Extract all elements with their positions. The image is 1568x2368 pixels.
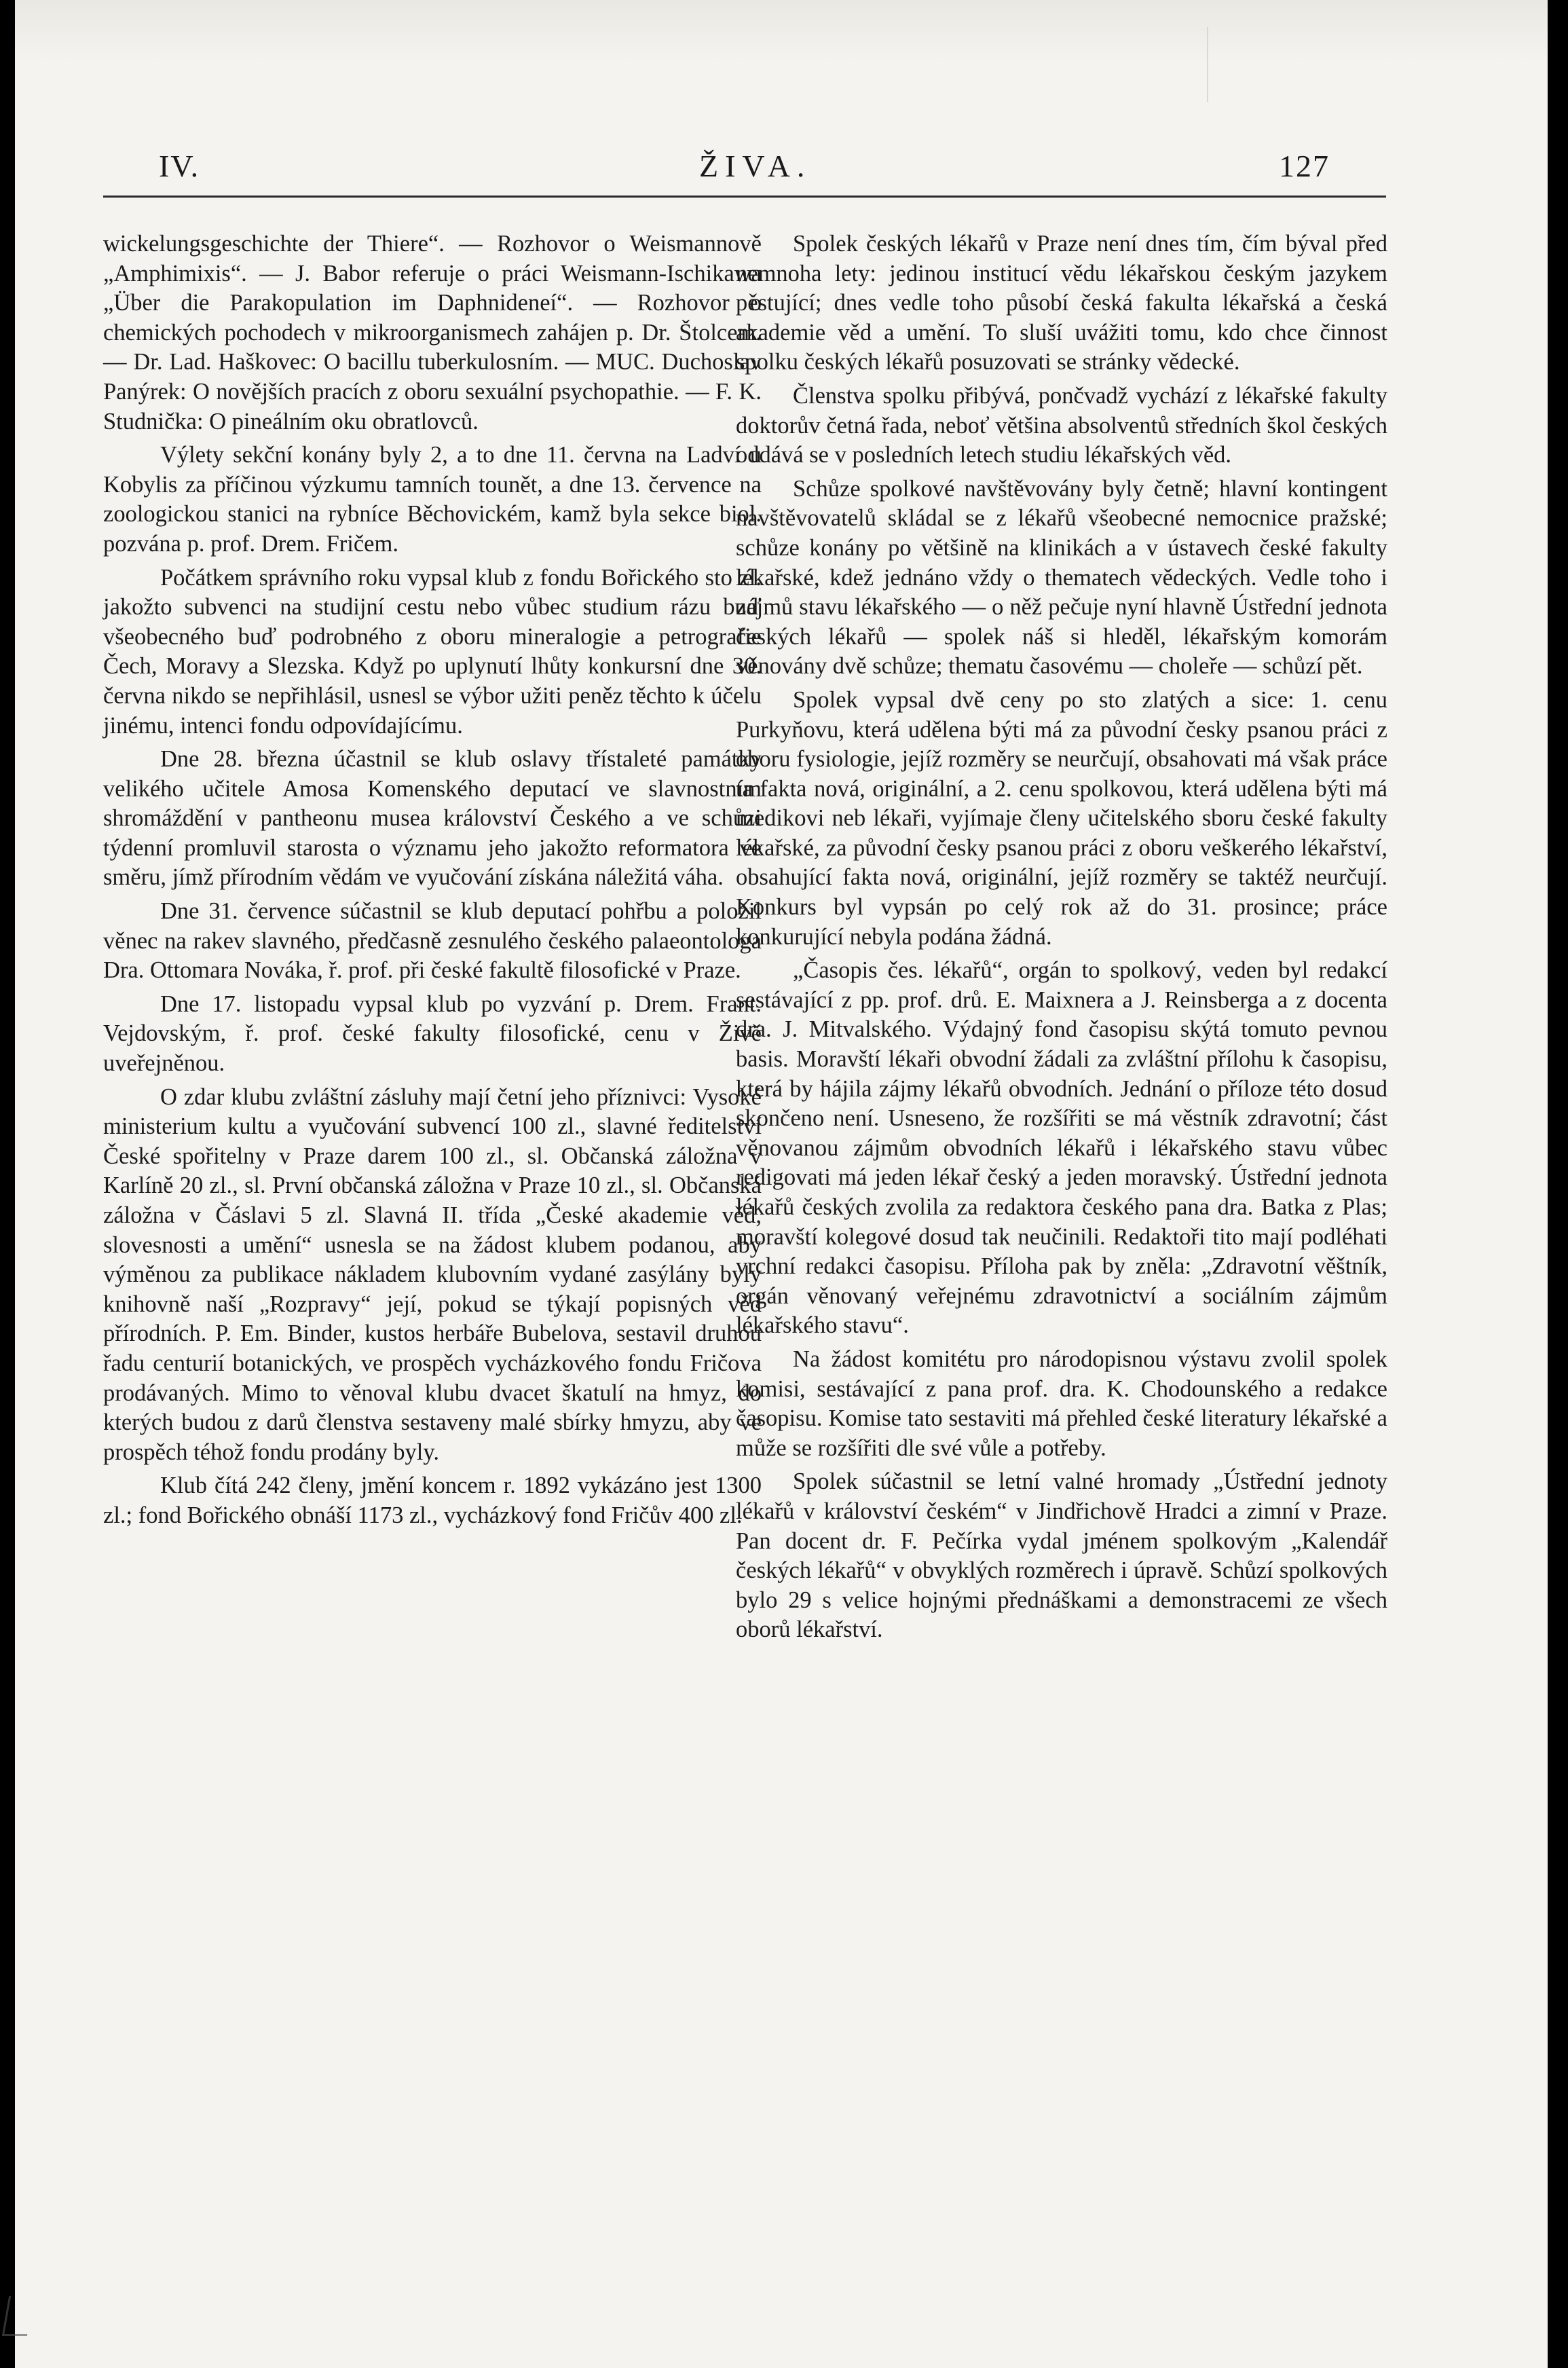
paragraph: O zdar klubu zvláštní zásluhy mají četní jeho příznivci: Vysoké ministerium kultu a vyučování subvencí 100 zl., slavné ředitelství České spořitelny v Praze darem 100 zl., sl. Občanská záložna v Karlíně 20 zl., sl. První občanská záložna v Praze 10 zl., sl. Občanská záložna v Čáslavi 5 zl. Slavná II. třída „České akademie věd, slovesnosti a umění“ usnesla se na žádost klubem podanou, aby výměnou za publikace nákladem klubovním vydané zasýlány byly knihovně naší „Rozpravy“ její, pokud se týkají popisných věd přírodních. P. Em. Binder, kustos herbáře Bubelova, sestavil druhou řadu centurií botanických, ve prospěch vycházkového fondu Fričova prodávaných. Mimo to věnoval klubu dvacet škatulí na hmyz, do kterých budou z darů členstva sestaveny malé sbírky hmyzu, aby ve prospěch téhož fondu prodány byly. xyxy=(103,1084,762,1465)
paper-fleck xyxy=(1207,27,1256,102)
paragraph: Členstva spolku přibývá, pončvadž vychází z lékařské fakulty doktorův četná řada, neboť většina absolventů středních škol českých oddává se v posledních letech studiu lékařských věd. xyxy=(736,382,1387,468)
paragraph: Klub čítá 242 členy, jmění koncem r. 1892 vykázáno jest 1300 zl.; fond Bořického obnáší 1173 zl., vycházkový fond Fričův 400 zl. xyxy=(103,1473,762,1528)
paragraph: Spolek súčastnil se letní valné hromady „Ústřední jednoty lékařů v království českém“ v Jindřichově Hradci a zimní v Praze. Pan docent dr. F. Pečírka vydal jménem spolkovým „Kalendář českých lékařů“ v obvyklých rozměrech i úpravě. Schůzí spolkových bylo 29 s velice hojnými přednáškami a demonstracemi ze všech oborů lékařství. xyxy=(736,1468,1387,1643)
paragraph: Počátkem správního roku vypsal klub z fondu Bořického sto zl. jakožto subvenci na studijní cestu nebo vůbec studium rázu buď všeobecného buď podrobného z oboru mineralogie a petrografie Čech, Moravy a Slezska. Když po uplynutí lhůty konkursní dne 30. června nikdo se nepřihlásil, usnesl se výbor užiti peněz těchto k účelu jinému, intenci fondu odpovídajícímu. xyxy=(103,564,762,739)
paragraph: Dne 31. července súčastnil se klub deputací pohřbu a položil věnec na rakev slavného, předčasně zesnulého českého palaeontologa Dra. Ottomara Nováka, ř. prof. při české fakultě filosofické v Praze. xyxy=(103,898,762,984)
page-sheet xyxy=(15,0,1548,2368)
header-rule xyxy=(103,196,1386,198)
paragraph: Spolek vypsal dvě ceny po sto zlatých a sice: 1. cenu Purkyňovu, která udělena býti má za původní česky psanou práci z oboru fysiologie, jejíž rozměry se neurčují, obsahovati má však práce ta fakta nová, originální, a 2. cenu spolkovou, která udělena býti má medikovi neb lékaři, vyjímaje členy učitelského sboru české fakulty lékařské, za původní česky psanou práci z oboru veškerého lékařství, obsahující fakta nová, originální, jejíž rozměry se taktéž neurčují. Konkurs byl vypsán po celý rok až do 31. prosince; práce konkurující nebyla podána žádná. xyxy=(736,686,1387,950)
paragraph: Schůze spolkové navštěvovány byly četně; hlavní kontingent navštěvovatelů skládal se z lékařů všeobecné nemocnice pražské; schůze konány po většině na klinikách a v ústavech české fakulty lékařské, kdež jednáno vždy o thematech vědeckých. Vedle toho i zájmů stavu lékařského — o něž pečuje nyní hlavně Ústřední jednota českých lékařů — spolek náš si hleděl, lékařským komorám věnovány dvě schůze; thematu časovému — choleře — schůzí pět. xyxy=(736,475,1387,680)
paragraph: Výlety sekční konány byly 2, a to dne 11. června na Ladví u Kobylis za příčinou výzkumu tamních tounět, a dne 13. července na zoologickou stanici na rybníce Běchovickém, kamž byla sekce biol. pozvána p. prof. Drem. Fričem. xyxy=(103,442,762,557)
page-top-shadow xyxy=(15,0,1548,61)
paragraph: „Časopis čes. lékařů“, orgán to spolkový, veden byl redakcí sestávající z pp. prof. drů. E. Maixnera a J. Reinsberga a z docenta dra. J. Mitvalského. Výdajný fond časopisu skýtá tomuto pevnou basis. Moravští lékaři obvodní žádali za zvláštní přílohu k časopisu, která by hájila zájmy lékařů obvodních. Jednání o příloze této dosud skončeno není. Usneseno, že rozšířiti se má věstník zdravotní; část věnovanou zájmům obvodních lékařů i lékařského stavu vůbec redigovati má jeden lékař český a jeden moravský. Ústřední jednota lékařů českých zvolila za redaktora českého pana dra. Batka z Plas; moravští kolegové dosud tak neučinili. Redaktoři tito mají podléhati vrchní redakci časopisu. Příloha pak by zněla: „Zdravotní věštník, orgán věnovaný veřejnému zdravotnictví a sociálním zájmům lékařského stavu“. xyxy=(736,957,1387,1339)
paragraph: Dne 17. listopadu vypsal klub po vyzvání p. Drem. Frant. Vejdovským, ř. prof. české fakulty filosofické, cenu v Živě uveřejněnou. xyxy=(103,991,762,1077)
paragraph: Spolek českých lékařů v Praze není dnes tím, čím býval před nemnoha lety: jedinou institucí vědu lékařskou českým jazykem pěstující; dnes vedle toho působí česká fakulta lékařská a česká akademie věd a umění. To sluší uvážiti tomu, kdo chce činnost spolku českých lékařů posuzovati se stránky vědecké. xyxy=(736,231,1387,375)
running-header xyxy=(15,148,1548,189)
journal-title: ŽIVA. xyxy=(699,149,812,183)
page-number: 127 xyxy=(1279,149,1330,183)
paragraph: Na žádost komitétu pro národopisnou výstavu zvolil spolek komisi, sestávající z pana prof. dra. K. Chodounského a redakce časopisu. Komise tato sestaviti má přehled české literatury lékařské a může se rozšířiti dle své vůle a potřeby. xyxy=(736,1346,1387,1461)
volume-number: IV. xyxy=(159,149,200,183)
left-column xyxy=(103,229,762,1531)
right-column xyxy=(736,229,1387,1645)
paragraph: wickelungsgeschichte der Thiere“. — Rozhovor o Weismannově „Amphimixis“. — J. Babor referuje o práci Weismann-Ischikawa „Über die Parakopulation im Daphnideneí“. — Rozhovor o chemických pochodech v mikroorganismech zahájen p. Dr. Štolcem. — Dr. Lad. Haškovec: O bacillu tuberkulosním. — MUC. Duchoslav Panýrek: O novějších pracích z oboru sexuální psychopathie. — F. K. Studnička: O pineálním oku obratlovců. xyxy=(103,231,762,434)
paragraph: Dne 28. března účastnil se klub oslavy třístaleté památky velikého učitele Amosa Komenského deputací ve slavnostním shromáždění v pantheonu musea království Českého a ve schůzi týdenní promluvil starosta o významu jeho jakožto reformatora ve směru, jímž přírodním vědám ve vyučování získána náležitá váha. xyxy=(103,746,762,891)
